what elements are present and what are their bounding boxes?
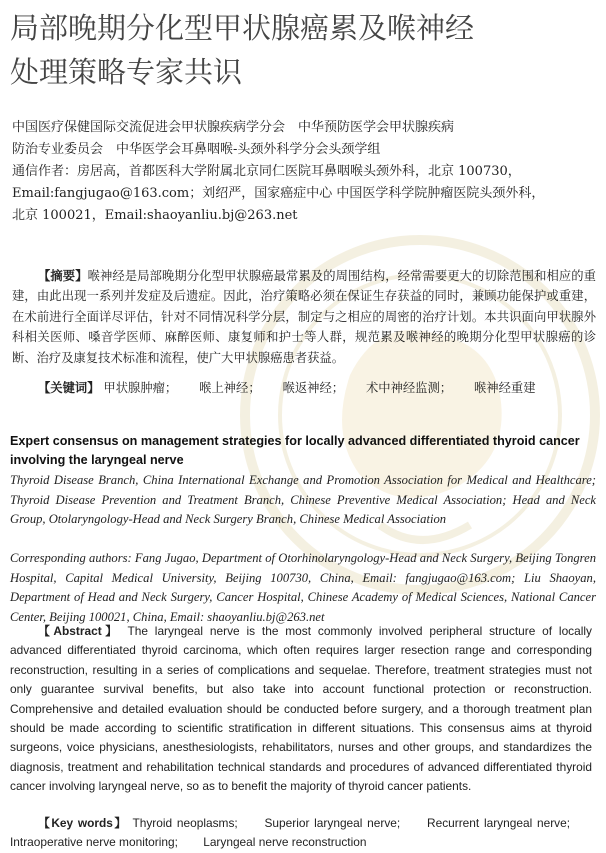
english-affiliations: Thyroid Disease Branch, China International Exchange and Promotion Association for Medical and Healthcare; Thyroid Disease Prevention and Treatment Branch, Chinese Preventive Medical Association; Head and Neck Group, Otolaryngology-Head and Neck Surgery Branch, Chinese Medical Association [10, 473, 596, 526]
english-abstract-text: The laryngeal nerve is the most commonly involved peripheral structure of locally advanced differentiated thyroid carcinoma, which often requires larger resection range and corresponding reconstruction, resulting in a series of complications and sequelae. Therefore, treatment strategies must not only guarantee survival benefits, but also take into account functional protection or reconstruction. Comprehensive and detailed evaluation should be conducted before surgery, and a thorough treatment plan should be made according to scientific stratification in different situations. This consensus aims at thyroid surgeons, voice physicians, anesthesiologists, rehabilitators, nurses and other groups, and standardizes the diagnosis, treatment and rehabilitation technical standards and procedures of advanced differentiated thyroid cancer involving laryngeal nerve, so as to benefit the majority of thyroid cancer patients. [10, 624, 592, 794]
article-title [10, 6, 590, 94]
corresponding-line-3: 北京 100021，Email:shaoyanliu.bj@263.net [12, 208, 298, 223]
keyword-en: Intraoperative nerve monitoring; [10, 835, 178, 850]
english-corresponding-authors: Corresponding authors: Fang Jugao, Department of Otorhinolaryngology-Head and Neck Surgery, Beijing Tongren Hospital, Capital Medical University, Beijing 100730, China, Email: fangjugao@163.com; Liu Shaoyan, Department of Head and Neck Surgery, Cancer Hospital, Chinese Academy of Medical Sciences, National Cancer Center, Beijing 100021, China, Email: shaoyanliu.bj@263.net [10, 551, 596, 624]
keywords-cn-label: 【关键词】 [38, 380, 100, 395]
abstract-cn-label: 【摘要】 [38, 268, 88, 283]
affiliation-line-1: 中国医疗保健国际交流促进会甲状腺疾病学分会 中华预防医学会甲状腺疾病 [12, 120, 455, 135]
corresponding-line-1: 通信作者：房居高，首都医科大学附属北京同仁医院耳鼻咽喉头颈外科，北京 100730， [12, 164, 521, 179]
abstract-cn [12, 266, 596, 368]
keyword-cn: 喉返神经； [282, 381, 345, 395]
keyword-cn: 喉神经重建 [474, 381, 536, 395]
english-keywords [10, 814, 592, 853]
keyword-cn: 术中神经监测； [365, 381, 453, 395]
title-line-2: 处理策略专家共识 [10, 55, 243, 89]
keyword-en: Superior laryngeal nerve; [264, 816, 401, 830]
title-line-1: 局部晚期分化型甲状腺癌累及喉神经 [10, 11, 475, 45]
english-title: Expert consensus on management strategies for locally advanced differentiated thyroid cancer involving the laryngeal nerve [10, 434, 580, 467]
abstract-cn-text: 喉神经是局部晚期分化型甲状腺癌最常累及的周围结构，经常需要更大的切除范围和相应的重建，由此出现一系列并发症及后遗症。因此，治疗策略必须在保证生存获益的同时，兼顾功能保护或重建，在术前进行全面详尽评估，针对不同情况科学分层，制定与之相应的周密的治疗计划。本共识面向甲状腺外科相关医师、嗓音学医师、麻醉医师、康复师和护士等人群，规范累及喉神经的晚期分化型甲状腺癌的诊断、治疗及康复技术标准和流程，使广大甲状腺癌患者获益。 [12, 269, 596, 365]
english-keywords-label: 【Key words】 [38, 816, 128, 830]
keyword-en: Thyroid neoplasms; [132, 816, 238, 830]
corresponding-line-2: Email:fangjugao@163.com；刘绍严，国家癌症中心 中国医学科学院肿瘤医院头颈外科， [12, 186, 545, 201]
keyword-cn: 甲状腺肿瘤； [103, 381, 178, 395]
english-abstract [10, 622, 592, 797]
affiliation-line-2: 防治专业委员会 中华医学会耳鼻咽喉-头颈外科学分会头颈学组 [12, 142, 381, 157]
english-abstract-label: 【Abstract】 [38, 624, 121, 638]
keywords-cn [38, 378, 598, 398]
keyword-en: Laryngeal nerve reconstruction [203, 835, 367, 850]
affiliations-cn [12, 117, 596, 227]
keyword-en: Recurrent laryngeal nerve; [427, 816, 571, 830]
keyword-cn: 喉上神经； [199, 381, 261, 395]
